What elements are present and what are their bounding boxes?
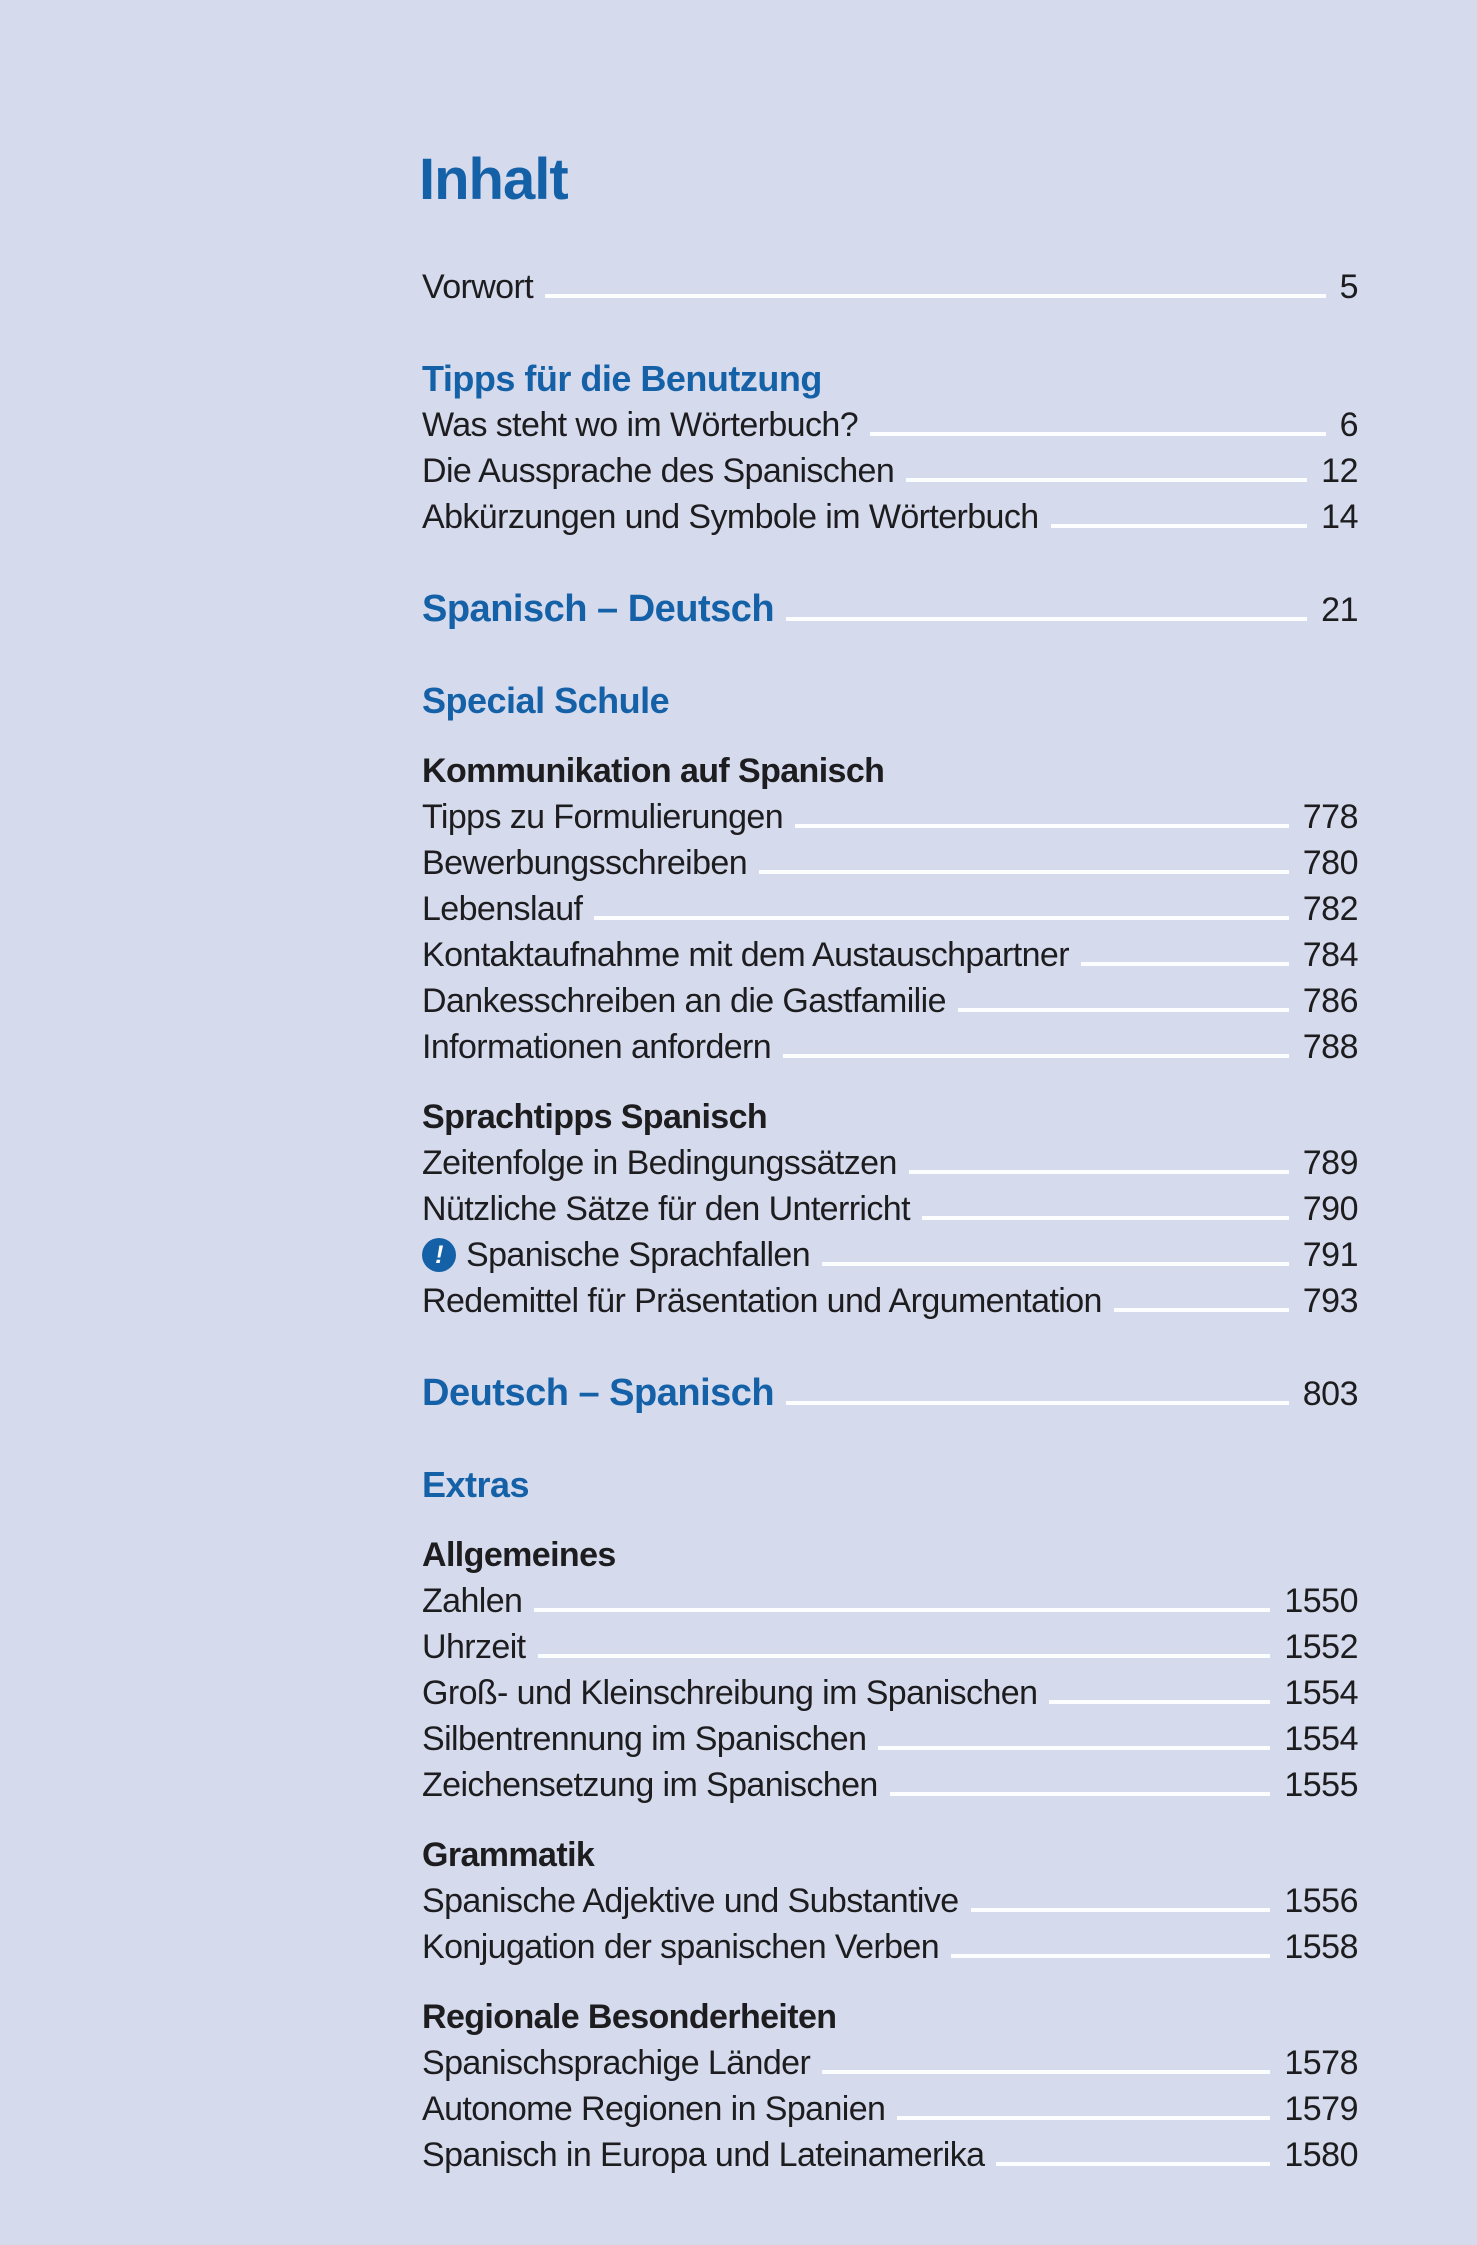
- spacer: [422, 1416, 1358, 1462]
- toc-entry-row: [422, 1186, 1358, 1232]
- leader-line: [897, 2116, 1270, 2120]
- entry-label: Bewerbungsschreiben: [422, 844, 748, 882]
- entry-label: Dankesschreiben an die Gastfamilie: [422, 982, 946, 1020]
- section-heading-row: [422, 1532, 1358, 1578]
- leader-line: [783, 1054, 1289, 1058]
- page-number: 1550: [1284, 1582, 1358, 1620]
- spacer: [422, 1070, 1358, 1094]
- entry-label: Uhrzeit: [422, 1628, 526, 1666]
- entry-label: Redemittel für Präsentation und Argumentation: [422, 1282, 1102, 1320]
- heading-label: Extras: [422, 1464, 530, 1505]
- heading-label: Tipps für die Benutzung: [422, 358, 822, 399]
- heading-label: Allgemeines: [422, 1536, 616, 1574]
- section-heading-row: [422, 1832, 1358, 1878]
- leader-line: [1114, 1308, 1289, 1312]
- section-heading-row: [422, 748, 1358, 794]
- info-icon: !: [422, 1238, 456, 1272]
- toc-entry-row: [422, 1716, 1358, 1762]
- page-number: 1578: [1284, 2044, 1358, 2082]
- leader-line: [958, 1008, 1289, 1012]
- toc-entry-row: [422, 978, 1358, 1024]
- toc-entry-row: [422, 264, 1358, 310]
- toc-list: [422, 264, 1358, 2178]
- toc-entry-row: [422, 1578, 1358, 1624]
- page-number: 1555: [1284, 1766, 1358, 1804]
- section-heading-row: [422, 678, 1358, 724]
- page-number: 793: [1302, 1282, 1358, 1320]
- toc-entry-row: [422, 1670, 1358, 1716]
- page-number: 5: [1339, 268, 1358, 306]
- leader-line: [795, 824, 1289, 828]
- toc-entry-row: [422, 886, 1358, 932]
- leader-line: [534, 1608, 1270, 1612]
- toc-entry-row: [422, 2040, 1358, 2086]
- entry-label: Silbentrennung im Spanischen: [422, 1720, 867, 1758]
- leader-line: [951, 1954, 1270, 1958]
- page-number: 780: [1302, 844, 1358, 882]
- leader-line: [538, 1654, 1271, 1658]
- page-number: 786: [1302, 982, 1358, 1020]
- toc-entry-row: [422, 402, 1358, 448]
- heading-label: Deutsch – Spanisch: [422, 1372, 775, 1414]
- spacer: [422, 1324, 1358, 1370]
- leader-line: [786, 1401, 1289, 1405]
- leader-line: [1049, 1700, 1270, 1704]
- section-heading-row: [422, 1094, 1358, 1140]
- toc-entry-row: [422, 2086, 1358, 2132]
- entry-label: Spanische Sprachfallen: [466, 1236, 811, 1274]
- page-number: 1558: [1284, 1928, 1358, 1966]
- section-heading-row: [422, 1462, 1358, 1508]
- page-number: 788: [1302, 1028, 1358, 1066]
- toc-entry-row: [422, 932, 1358, 978]
- entry-label: Spanische Adjektive und Substantive: [422, 1882, 959, 1920]
- entry-label: Was steht wo im Wörterbuch?: [422, 406, 859, 444]
- entry-label: Spanisch in Europa und Lateinamerika: [422, 2136, 985, 2174]
- entry-label: Kontaktaufnahme mit dem Austauschpartner: [422, 936, 1069, 974]
- toc-entry-row: [422, 794, 1358, 840]
- toc-entry-row: [422, 1924, 1358, 1970]
- heading-label: Spanisch – Deutsch: [422, 588, 775, 630]
- page-number: 1556: [1284, 1882, 1358, 1920]
- entry-label: Groß- und Kleinschreibung im Spanischen: [422, 1674, 1038, 1712]
- page-number: 782: [1302, 890, 1358, 928]
- toc-entry-row: [422, 1878, 1358, 1924]
- page-number: 1554: [1284, 1674, 1358, 1712]
- entry-label: Nützliche Sätze für den Unterricht: [422, 1190, 910, 1228]
- spacer: [422, 632, 1358, 678]
- page-number: 1554: [1284, 1720, 1358, 1758]
- spacer: [422, 724, 1358, 748]
- entry-label: Autonome Regionen in Spanien: [422, 2090, 886, 2128]
- leader-line: [822, 2070, 1270, 2074]
- toc-entry-row: [422, 840, 1358, 886]
- toc-entry-row: [422, 1232, 1358, 1278]
- part-heading-row: [422, 1370, 1358, 1416]
- section-heading-row: [422, 356, 1358, 402]
- leader-line: [822, 1262, 1289, 1266]
- spacer: [422, 310, 1358, 356]
- toc-entry-row: [422, 494, 1358, 540]
- entry-label: Lebenslauf: [422, 890, 583, 928]
- page-number: 791: [1302, 1236, 1358, 1274]
- spacer: [422, 1808, 1358, 1832]
- spacer: [422, 1508, 1358, 1532]
- page-number: 778: [1302, 798, 1358, 836]
- page-number: 789: [1302, 1144, 1358, 1182]
- entry-label: Tipps zu Formulierungen: [422, 798, 783, 836]
- page-title: Inhalt: [419, 147, 568, 212]
- leader-line: [759, 870, 1289, 874]
- entry-label: Spanischsprachige Länder: [422, 2044, 811, 2082]
- part-heading-row: [422, 586, 1358, 632]
- page-number: 21: [1321, 591, 1358, 629]
- entry-label: Abkürzungen und Symbole im Wörterbuch: [422, 498, 1039, 536]
- entry-label: Konjugation der spanischen Verben: [422, 1928, 940, 1966]
- leader-line: [909, 1170, 1289, 1174]
- entry-label: Vorwort: [422, 268, 534, 306]
- leader-line: [1081, 962, 1289, 966]
- page-number: 6: [1339, 406, 1358, 444]
- entry-label: Zeitenfolge in Bedingungssätzen: [422, 1144, 897, 1182]
- heading-label: Kommunikation auf Spanisch: [422, 752, 885, 790]
- leader-line: [870, 432, 1326, 436]
- heading-label: Special Schule: [422, 680, 670, 721]
- toc-entry-row: [422, 1024, 1358, 1070]
- page-number: 1552: [1284, 1628, 1358, 1666]
- leader-line: [971, 1908, 1271, 1912]
- spacer: [422, 540, 1358, 586]
- entry-label: Zeichensetzung im Spanischen: [422, 1766, 878, 1804]
- section-heading-row: [422, 1994, 1358, 2040]
- toc-entry-row: [422, 448, 1358, 494]
- toc-entry-row: [422, 1762, 1358, 1808]
- page-number: 1580: [1284, 2136, 1358, 2174]
- page-number: 790: [1302, 1190, 1358, 1228]
- spacer: [422, 1970, 1358, 1994]
- page-number: 12: [1321, 452, 1358, 490]
- entry-label: Die Aussprache des Spanischen: [422, 452, 895, 490]
- toc-entry-row: [422, 1624, 1358, 1670]
- leader-line: [922, 1216, 1289, 1220]
- toc-entry-row: [422, 1278, 1358, 1324]
- page-number: 803: [1302, 1375, 1358, 1413]
- page-number: 14: [1321, 498, 1358, 536]
- leader-line: [786, 617, 1307, 621]
- heading-label: Grammatik: [422, 1836, 595, 1874]
- page-number: 784: [1302, 936, 1358, 974]
- page-number: 1579: [1284, 2090, 1358, 2128]
- leader-line: [878, 1746, 1270, 1750]
- leader-line: [1051, 524, 1308, 528]
- toc-entry-row: [422, 2132, 1358, 2178]
- leader-line: [996, 2162, 1270, 2166]
- leader-line: [594, 916, 1288, 920]
- heading-label: Sprachtipps Spanisch: [422, 1098, 768, 1136]
- entry-label: Zahlen: [422, 1582, 523, 1620]
- leader-line: [545, 294, 1326, 298]
- entry-label: Informationen anfordern: [422, 1028, 772, 1066]
- heading-label: Regionale Besonderheiten: [422, 1998, 837, 2036]
- toc-entry-row: [422, 1140, 1358, 1186]
- leader-line: [890, 1792, 1271, 1796]
- leader-line: [906, 478, 1307, 482]
